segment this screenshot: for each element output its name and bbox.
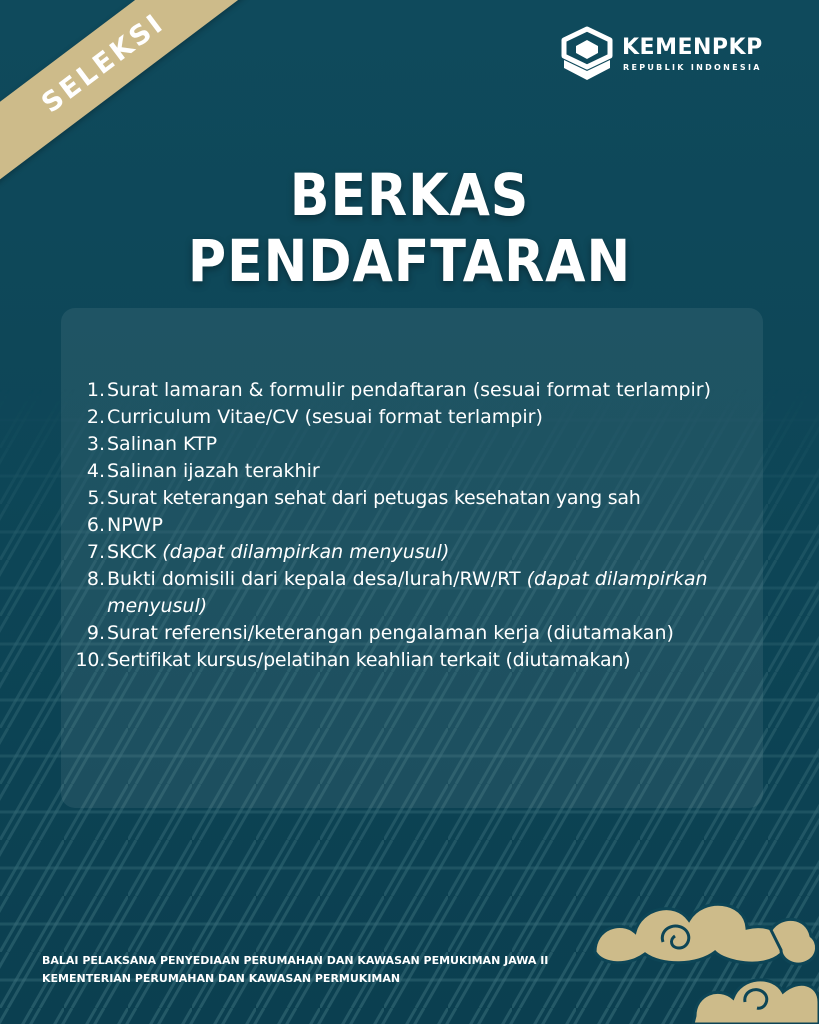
mega-mendung-cloud-icon [575,870,819,1024]
title-line-2: PENDAFTARAN [187,227,632,295]
list-item [70,485,760,512]
item-text: Surat lamaran & formulir pendaftaran (sesuai format terlampir) [107,379,712,401]
requirements-list [70,377,760,674]
title-line-1: BERKAS [289,161,530,229]
item-text: NPWP [107,514,163,536]
item-number: 2. [86,406,105,428]
list-item [70,566,760,620]
item-text: Surat referensi/keterangan pengalaman kerja (diutamakan) [107,622,674,644]
item-text: Surat keterangan sehat dari petugas kesehatan yang sah [107,487,641,509]
logo-name: KEMENPKP [622,35,763,60]
item-text: Sertifikat kursus/pelatihan keahlian terkait (diutamakan) [107,649,631,671]
item-number: 6. [86,514,105,536]
list-item [70,539,760,566]
item-text: SKCK [107,541,163,563]
item-text: Bukti domisili dari kepala desa/lurah/RW/RT [107,568,527,590]
item-text: Salinan KTP [107,433,218,455]
list-item [70,404,760,431]
list-item [70,458,760,485]
logo-subtitle: REPUBLIK INDONESIA [623,63,762,72]
item-number: 7. [86,541,105,563]
ribbon-label: SELEKSI [35,6,171,119]
item-number: 1. [86,379,105,401]
item-text: Salinan ijazah terakhir [107,460,320,482]
kemenpkp-logo-icon [560,26,614,84]
list-item [70,647,760,674]
item-number: 10. [75,649,105,671]
item-number: 4. [86,460,105,482]
item-number: 8. [86,568,105,590]
item-number: 9. [86,622,105,644]
kemenpkp-logo [560,26,792,86]
footer-line-2: KEMENTERIAN PERUMAHAN DAN KAWASAN PERMUKIMAN [42,972,401,985]
item-number: 5. [87,487,105,509]
item-text: Curriculum Vitae/CV (sesuai format terlampir) [107,406,543,428]
page-title [0,162,819,294]
footer-line-1: BALAI PELAKSANA PENYEDIAAN PERUMAHAN DAN KAWASAN PEMUKIMAN JAWA II [42,954,549,967]
footer [42,952,548,988]
item-note: (dapat dilampirkan menyusul) [162,541,450,563]
item-number: 3. [86,433,105,455]
list-item [70,620,760,647]
list-item [70,512,760,539]
item-note: (dapat dilampirkan menyusul) [107,568,708,617]
list-item [70,377,760,404]
list-item [70,431,760,458]
